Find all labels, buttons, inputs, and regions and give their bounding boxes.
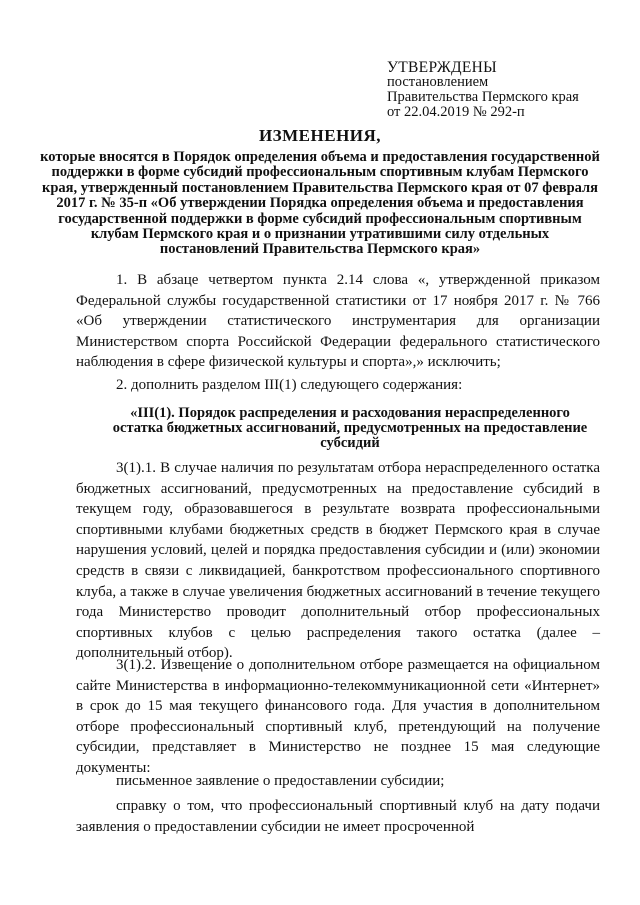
paragraph-text: 3(1).1. В случае наличия по результатам отбора нераспределенного остатка бюджетных ассигнований, предусмотренных на предоставление субсидий в текущем году, образовавшегося в результате возврата профессиональными спортивными клубами бюджетных средств в бюджет Пермского края в случае нарушения условий, целей и порядка предоставления субсидии и (или) экономии средств в связи с ликвидацией, банкротством профессионального спортивного клуба, а также в случае увеличения бюджетных ассигнований в течение текущего года Министерство проводит дополнительный отбор профессиональных спортивных клубов с целью распределения такого остатка (далее – дополнительный отбор).: [76, 460, 600, 662]
paragraph-text: письменное заявление о предоставлении субсидии;: [116, 773, 445, 789]
document-title: ИЗМЕНЕНИЯ,: [258, 126, 382, 145]
approval-line: постановлением: [387, 74, 489, 90]
approval-stamp: [387, 60, 627, 120]
paragraph-text: 3(1).2. Извещение о дополнительном отборе размещается на официальном сайте Министерства в информационно-телекоммуникационной сети «Интернет» в срок до 15 мая текущего финансового года. Для участия в дополнительном отборе профессиональный спортивный клуб, претендующий на получение субсидии, представляет в Министерство не позднее 15 мая следующие документы:: [76, 657, 600, 776]
document-subtitle: которые вносятся в Порядок определения объема и предоставления государственной поддержки в форме субсидий профессиональным спортивным клубам Пермского края, утвержденный постановлением Правительства Пермского края от 07 февраля 2017 г. № 35-п «Об утверждении Порядка определения объема и предоставления государственной поддержки в форме субсидий профессиональным спортивным клубам Пермского края и о признании утратившими силу отдельных постановлений Правительства Пермского края»: [40, 149, 600, 258]
paragraph-4: [76, 655, 600, 779]
paragraph-3: [76, 458, 600, 664]
paragraph-2: [76, 375, 600, 396]
paragraph-text: справку о том, что профессиональный спортивный клуб на дату подачи заявления о предоставлении субсидии не имеет просроченной: [76, 798, 600, 835]
paragraph-text: 1. В абзаце четвертом пункта 2.14 слова «, утвержденной приказом Федеральной службы государственной статистики от 17 ноября 2017 г. № 766 «Об утверждении статистического инструментария для организации Министерством спорта Российской Федерации федерального статистического наблюдения в сфере физической культуры и спорта»,» исключить;: [76, 272, 600, 371]
approval-line: Правительства Пермского края: [387, 89, 579, 105]
paragraph-6: [76, 796, 600, 837]
approval-date: от 22.04.2019 № 292-п: [387, 104, 525, 120]
paragraph-text: 2. дополнить разделом III(1) следующего содержания:: [116, 377, 463, 393]
section-heading: «III(1). Порядок распределения и расходования нераспределенного остатка бюджетных ассигнований, предусмотренных на предоставление субсидий: [112, 405, 588, 451]
paragraph-5: [76, 771, 600, 792]
approval-heading: УТВЕРЖДЕНЫ: [387, 59, 497, 76]
paragraph-1: [76, 270, 600, 373]
